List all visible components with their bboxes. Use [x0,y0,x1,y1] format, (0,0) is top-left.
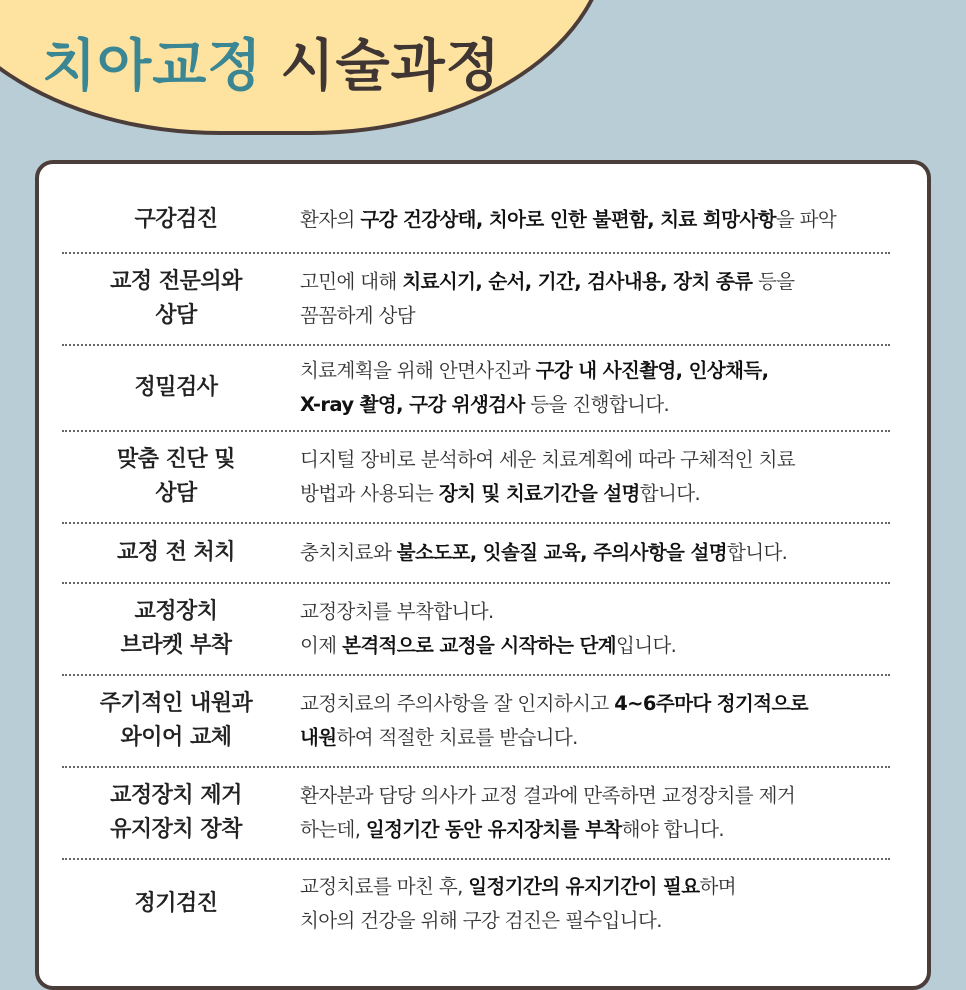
step-description-highlight: 본격적으로 교정을 시작하는 단계 [342,634,616,657]
step-description [290,687,890,755]
step-description-text: 하며 [699,875,737,898]
process-step-row [62,432,890,524]
step-description-text: 을 파악 [775,208,837,231]
step-description-highlight: 장치 및 치료기간을 설명 [438,482,640,505]
step-description-highlight: 4~6주마다 정기적으로 [614,692,808,715]
step-description-text: 교정장치를 부착합니다. [300,600,494,623]
page-title [42,22,501,102]
step-name: 교정 전문의와 상담 [110,269,242,328]
process-step-row [62,524,890,584]
process-step-row [62,768,890,860]
step-description [290,536,890,570]
title-part1: 치아교정 [42,34,263,99]
process-step-row [62,584,890,676]
step-description-text: 입니다. [615,634,677,657]
step-description-text: 해야 합니다. [621,818,724,841]
step-description [290,779,890,847]
step-description-text: 꼼꼼하게 상담 [300,304,416,327]
step-description [290,870,890,938]
step-description-text: 치료계획을 위해 안면사진과 [300,359,536,382]
process-step-row [62,676,890,768]
step-description-text: 하는데, [300,818,366,841]
step-description-text: 방법과 사용되는 [300,482,439,505]
process-step-row [62,346,890,432]
step-description-text: 합니다. [726,541,788,564]
step-description [290,354,890,422]
step-description-highlight: 내원 [300,726,337,749]
step-name: 구강검진 [134,207,218,232]
step-description-text: 환자의 [300,208,361,231]
step-description [290,265,890,333]
step-description [290,595,890,663]
step-name: 주기적인 내원과 와이어 교체 [99,691,253,750]
step-description-text: 등을 [752,270,795,293]
step-name: 교정 전 처치 [116,540,236,565]
step-description-text: 이제 [300,634,343,657]
process-step-row [62,188,890,254]
step-description-highlight: X-ray 촬영, 구강 위생검사 [300,393,525,416]
step-name: 정밀검사 [134,375,218,400]
step-description-text: 하여 적절한 치료를 받습니다. [336,726,578,749]
step-name: 맞춤 진단 및 상담 [116,447,236,506]
step-description-text: 교정치료의 주의사항을 잘 인지하시고 [300,692,615,715]
process-steps-list [62,188,890,948]
step-description-text: 환자분과 담당 의사가 교정 결과에 만족하면 교정장치를 제거 [300,784,796,807]
step-description-highlight: 구강 건강상태, 치아로 인한 불편함, 치료 희망사항 [360,208,776,231]
step-description-text: 합니다. [639,482,701,505]
step-description-text: 고민에 대해 [300,270,403,293]
step-description-highlight: 불소도포, 잇솔질 교육, 주의사항을 설명 [396,541,727,564]
step-description-text: 등을 진행합니다. [524,393,670,416]
step-description-text: 충치치료와 [300,541,397,564]
step-description [290,443,890,511]
title-part2: 시술과정 [280,34,501,99]
step-description-text: 치아의 건강을 위해 구강 검진은 필수입니다. [300,909,662,932]
process-step-row [62,254,890,346]
step-description-text: 교정치료를 마친 후, [300,875,469,898]
step-name: 정기검진 [134,891,218,916]
step-description [290,203,890,237]
step-name: 교정장치 제거 유지장치 장착 [110,783,242,842]
step-description-highlight: 구강 내 사진촬영, 인상채득, [535,359,769,382]
step-description-highlight: 일정기간의 유지기간이 필요 [468,875,700,898]
step-name: 교정장치 브라켓 부착 [120,599,232,658]
step-description-highlight: 치료시기, 순서, 기간, 검사내용, 장치 종류 [402,270,753,293]
process-step-row [62,860,890,948]
step-description-text: 디지털 장비로 분석하여 세운 치료계획에 따라 구체적인 치료 [300,448,796,471]
step-description-highlight: 일정기간 동안 유지장치를 부착 [365,818,622,841]
